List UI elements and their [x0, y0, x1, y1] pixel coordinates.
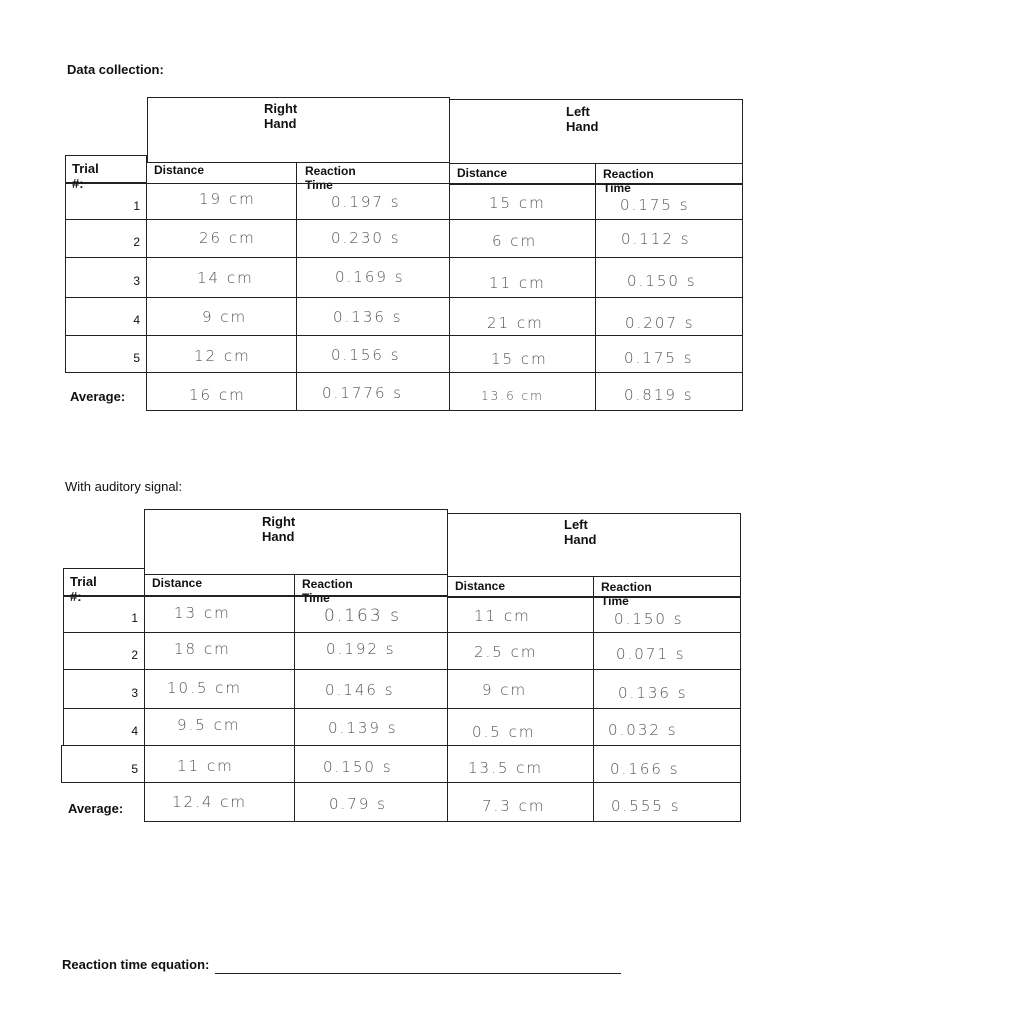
- trial-number: 3: [131, 686, 138, 700]
- left-reaction-value: 0.071 s: [616, 645, 686, 663]
- equation-blank-line: [215, 973, 621, 974]
- left-reaction-value: 0.112 s: [621, 230, 691, 248]
- left-distance-value: 2.5 cm: [474, 643, 538, 661]
- left-reaction-value: 0.175 s: [620, 196, 690, 214]
- left-reaction-value: 0.175 s: [624, 349, 694, 367]
- left-reaction-average: 0.819 s: [624, 386, 694, 404]
- left-reaction-value: 0.150 s: [614, 610, 684, 628]
- average-label: Average:: [70, 389, 126, 404]
- right-distance-value: 18 cm: [174, 640, 231, 658]
- left-distance-value: 6 cm: [492, 232, 538, 250]
- trial-number: 5: [133, 351, 140, 365]
- left-reaction-average: 0.555 s: [611, 797, 681, 815]
- right-reaction-value: 0.163 s: [324, 606, 401, 626]
- right-hand-header: Right Hand: [262, 514, 296, 544]
- left-reaction-value: 0.032 s: [608, 721, 678, 739]
- right-distance-average: 12.4 cm: [172, 793, 248, 811]
- left-reaction-header: Reaction Time: [601, 580, 652, 608]
- left-hand-header: Left Hand: [564, 517, 597, 547]
- trial-number: 2: [133, 235, 140, 249]
- right-reaction-value: 0.136 s: [333, 308, 403, 326]
- right-hand-header-cell: [147, 97, 450, 163]
- subtitle: With auditory signal:: [65, 479, 183, 494]
- left-distance-value: 9 cm: [482, 681, 528, 699]
- trial-number: 3: [133, 274, 140, 288]
- right-reaction-value: 0.169 s: [335, 268, 405, 286]
- left-distance-value: 15 cm: [489, 194, 546, 212]
- right-reaction-value: 0.146 s: [325, 681, 395, 699]
- left-distance-value: 21 cm: [487, 314, 544, 332]
- right-reaction-header: Reaction Time: [305, 164, 356, 192]
- left-distance-average: 13.6 cm: [481, 389, 544, 403]
- right-distance-value: 26 cm: [199, 229, 256, 247]
- trial-number: 4: [133, 313, 140, 327]
- right-distance-value: 9 cm: [202, 308, 248, 326]
- trial-number: 2: [131, 648, 138, 662]
- left-distance-average: 7.3 cm: [482, 797, 546, 815]
- left-distance-value: 0.5 cm: [472, 723, 536, 741]
- left-reaction-value: 0.136 s: [618, 684, 688, 702]
- right-distance-value: 19 cm: [199, 190, 256, 208]
- left-distance-header: Distance: [457, 166, 508, 180]
- right-distance-header: Distance: [152, 576, 203, 590]
- right-reaction-value: 0.230 s: [331, 229, 401, 247]
- right-distance-value: 10.5 cm: [167, 679, 243, 697]
- average-label: Average:: [68, 801, 124, 816]
- right-distance-value: 9.5 cm: [177, 716, 241, 734]
- right-reaction-value: 0.197 s: [331, 193, 401, 211]
- page-title: Data collection:: [67, 62, 164, 77]
- right-reaction-value: 0.150 s: [323, 758, 393, 776]
- right-hand-header: Right Hand: [264, 101, 298, 131]
- left-reaction-header: Reaction Time: [603, 167, 654, 195]
- right-reaction-value: 0.192 s: [326, 640, 396, 658]
- left-distance-value: 11 cm: [489, 274, 546, 292]
- right-distance-value: 12 cm: [194, 347, 251, 365]
- right-distance-average: 16 cm: [189, 386, 246, 404]
- left-reaction-value: 0.207 s: [625, 314, 695, 332]
- left-reaction-value: 0.166 s: [610, 760, 680, 778]
- right-distance-value: 11 cm: [177, 757, 234, 775]
- right-reaction-average: 0.1776 s: [322, 384, 404, 402]
- trial-number: 1: [131, 611, 138, 625]
- left-hand-header: Left Hand: [566, 104, 599, 134]
- right-distance-header: Distance: [154, 163, 205, 177]
- equation-label: Reaction time equation:: [62, 957, 210, 972]
- trial-header: Trial #:: [72, 161, 99, 191]
- left-distance-value: 11 cm: [474, 607, 531, 625]
- left-distance-value: 13.5 cm: [468, 759, 544, 777]
- right-reaction-average: 0.79 s: [329, 795, 387, 813]
- trial-number: 5: [131, 762, 138, 776]
- left-distance-value: 15 cm: [491, 350, 548, 368]
- right-reaction-header: Reaction Time: [302, 577, 353, 605]
- right-hand-header-cell: [144, 509, 448, 575]
- left-distance-header: Distance: [455, 579, 506, 593]
- trial-number: 1: [133, 199, 140, 213]
- right-reaction-value: 0.139 s: [328, 719, 398, 737]
- right-distance-value: 13 cm: [174, 604, 231, 622]
- trial-number: 4: [131, 724, 138, 738]
- left-reaction-value: 0.150 s: [627, 272, 697, 290]
- right-distance-value: 14 cm: [197, 269, 254, 287]
- right-reaction-value: 0.156 s: [331, 346, 401, 364]
- trial-header: Trial #:: [70, 574, 97, 604]
